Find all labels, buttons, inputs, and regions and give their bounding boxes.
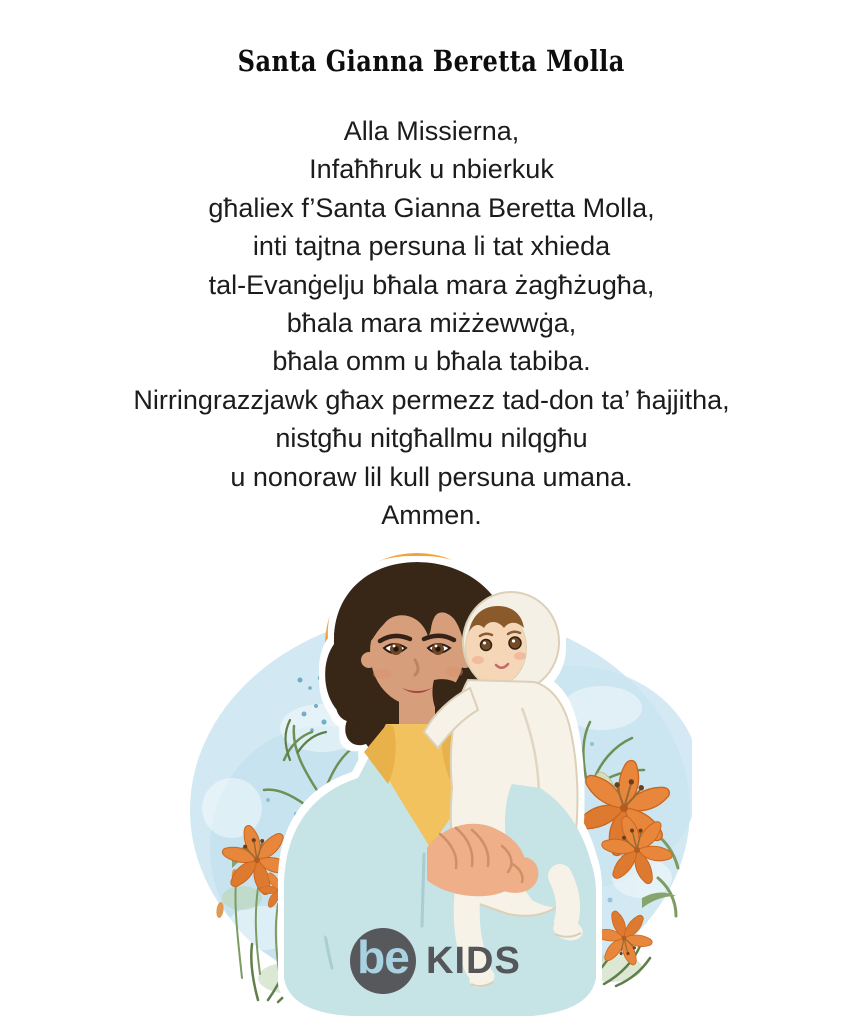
santa-gianna-illustration [172, 548, 692, 1018]
bekids-logo-kids: KIDS [426, 940, 521, 982]
page-title-text: Santa Gianna Beretta Molla [237, 44, 626, 78]
page-title [0, 44, 863, 78]
prayer-line: Nirringrazzjawk għax permezz tad-don ta’ ħajjitha, [133, 384, 730, 415]
prayer-line: bħala mara miżżewwġa, [286, 308, 577, 339]
prayer-line: Ammen. [381, 500, 482, 531]
bekids-logo-be: be [357, 931, 409, 983]
prayer-line: tal-Evanġelju bħala mara żagħżugħa, [208, 269, 655, 300]
prayer-line: bħala omm u bħala tabiba. [272, 346, 591, 377]
prayer-line: u nonoraw lil kull persuna umana. [230, 461, 633, 492]
prayer-line: għaliex f’Santa Gianna Beretta Molla, [208, 192, 655, 223]
prayer-line: inti tajtna persuna li tat xhieda [252, 231, 611, 262]
prayer-line: Alla Missierna, [343, 116, 520, 146]
prayer-line: Infaħħruk u nbierkuk [309, 154, 554, 185]
prayer-text [0, 112, 863, 534]
prayer-line: nistgħu nitgħallmu nilqgħu [275, 423, 588, 454]
